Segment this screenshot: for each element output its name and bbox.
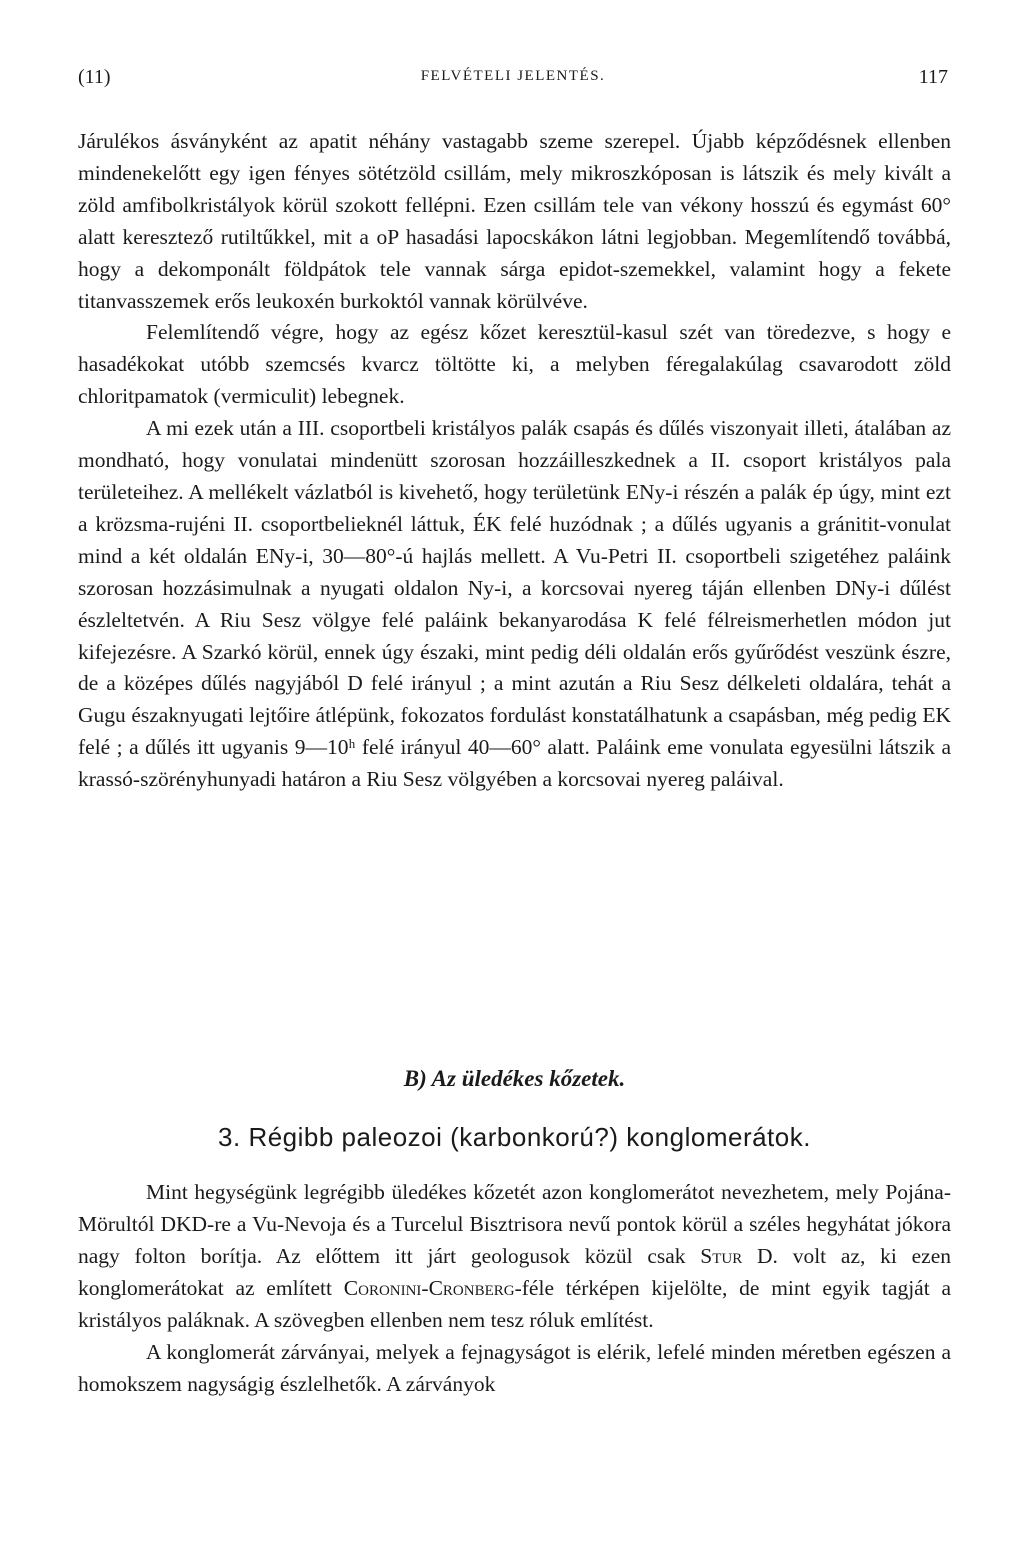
paragraph-5: A konglomerát zárványai, melyek a fejnagyságot is elérik, lefelé minden méretben egészen a homokszem nagyságig észlelhetők. A zárványok	[78, 1340, 951, 1396]
paragraph-2: Felemlítendő végre, hogy az egész kőzet keresztül-kasul szét van töredezve, s hogy e hasadékokat utóbb szemcsés kvarcz töltötte ki, a melyben féregalakúlag csavarodott zöld chloritpamatok (vermiculit) lebegnek.	[78, 320, 951, 409]
paragraph-4	[78, 1176, 951, 1336]
chapter-title: 3. Régibb paleozoi (karbonkorú?) konglomerátok.	[218, 1122, 811, 1152]
section-title: B) Az üledékes kőzetek.	[403, 1066, 626, 1091]
body-text-bottom	[78, 1176, 951, 1400]
paragraph-4-part-2: D. volt az, ki ezen konglomerátokat az említett	[78, 1244, 951, 1300]
paragraph-1: Járulékos ásványként az apatit néhány vastagabb szeme szerepel. Újabb képződésnek ellenben mindenekelőtt egy igen fényes sötétzöld csillám, mely mikroszkóposan is látszik és mely kivált a zöld amfibolkristályok körül szokott fellépni. Ezen csillám tele van vékony hosszú és egymást 60° alatt keresztező rutiltűkkel, mit a oP hasadási lapocskákon látni legjobban. Megemlítendő továbbá, hogy a dekomponált földpátok tele vannak sárga epidot-szemekkel, valamint hogy a fekete titanvasszemek erős leukoxén burkoktól vannak körülvéve.	[78, 129, 951, 313]
page-number: 117	[918, 66, 948, 88]
page-header	[78, 66, 948, 96]
paragraph-4-part-1: Mint hegységünk legrégibb üledékes kőzetét azon konglomerátot nevezhetem, mely Pojána-Mörultól DKD-re a Vu-Nevoja és a Turcelul Bisztrisora nevű pontok körül a széles hegyhátat jókora nagy folton borítja. Az előttem itt járt geologusok közül csak	[78, 1180, 951, 1268]
page-ref: (11)	[78, 66, 111, 88]
author-name-stur: Stur	[700, 1244, 743, 1268]
body-text-top	[78, 126, 951, 796]
paragraph-4-part-3: -féle térképen kijelölte, de mint egyik tagját a kristályos paláknak. A szövegben ellenben nem tesz róluk említést.	[78, 1276, 951, 1332]
paragraph-3: A mi ezek után a III. csoportbeli kristályos palák csapás és dűlés viszonyait illeti, átalában az mondható, hogy vonulatai mindenütt szorosan hozzáilleszkednek a II. csoport kristályos pala területeihez. A mellékelt vázlatból is kivehető, hogy területünk ENy-i részén a palák ép úgy, mint ezt a krözsma-rujéni II. csoportbelieknél láttuk, ÉK felé huzódnak ; a dűlés ugyanis a gránitit-vonulat mind a két oldalán ENy-i, 30—80°-ú hajlás mellett. A Vu-Petri II. csoportbeli szigetéhez paláink szorosan hozzásimulnak a nyugati oldalon Ny-i, a korcsovai nyereg táján ellenben DNy-i dűlést észleltetvén. A Riu Sesz völgye felé paláink bekanyarodása K felé félreismerhetlen módon jut kifejezésre. A Szarkó körül, ennek úgy északi, mint pedig déli oldalán erős gyűrődést veszünk észre, de a középes dűlés nagyjából D felé irányul ; a mint azután a Riu Sesz délkeleti oldalára, tehát a Gugu északnyugati lejtőire átlépünk, fokozatos fordulást konstatálhatunk a csapásban, még pedig EK felé ; a dűlés itt ugyanis 9—10ʰ felé irányul 40—60° alatt. Paláink eme vonulata egyesülni látszik a krassó-szörényhunyadi határon a Riu Sesz völgyében a korcsovai nyereg paláival.	[78, 416, 951, 792]
running-title: FELVÉTELI JELENTÉS.	[420, 68, 606, 84]
author-name-coronini: Coronini-Cronberg	[343, 1276, 515, 1300]
